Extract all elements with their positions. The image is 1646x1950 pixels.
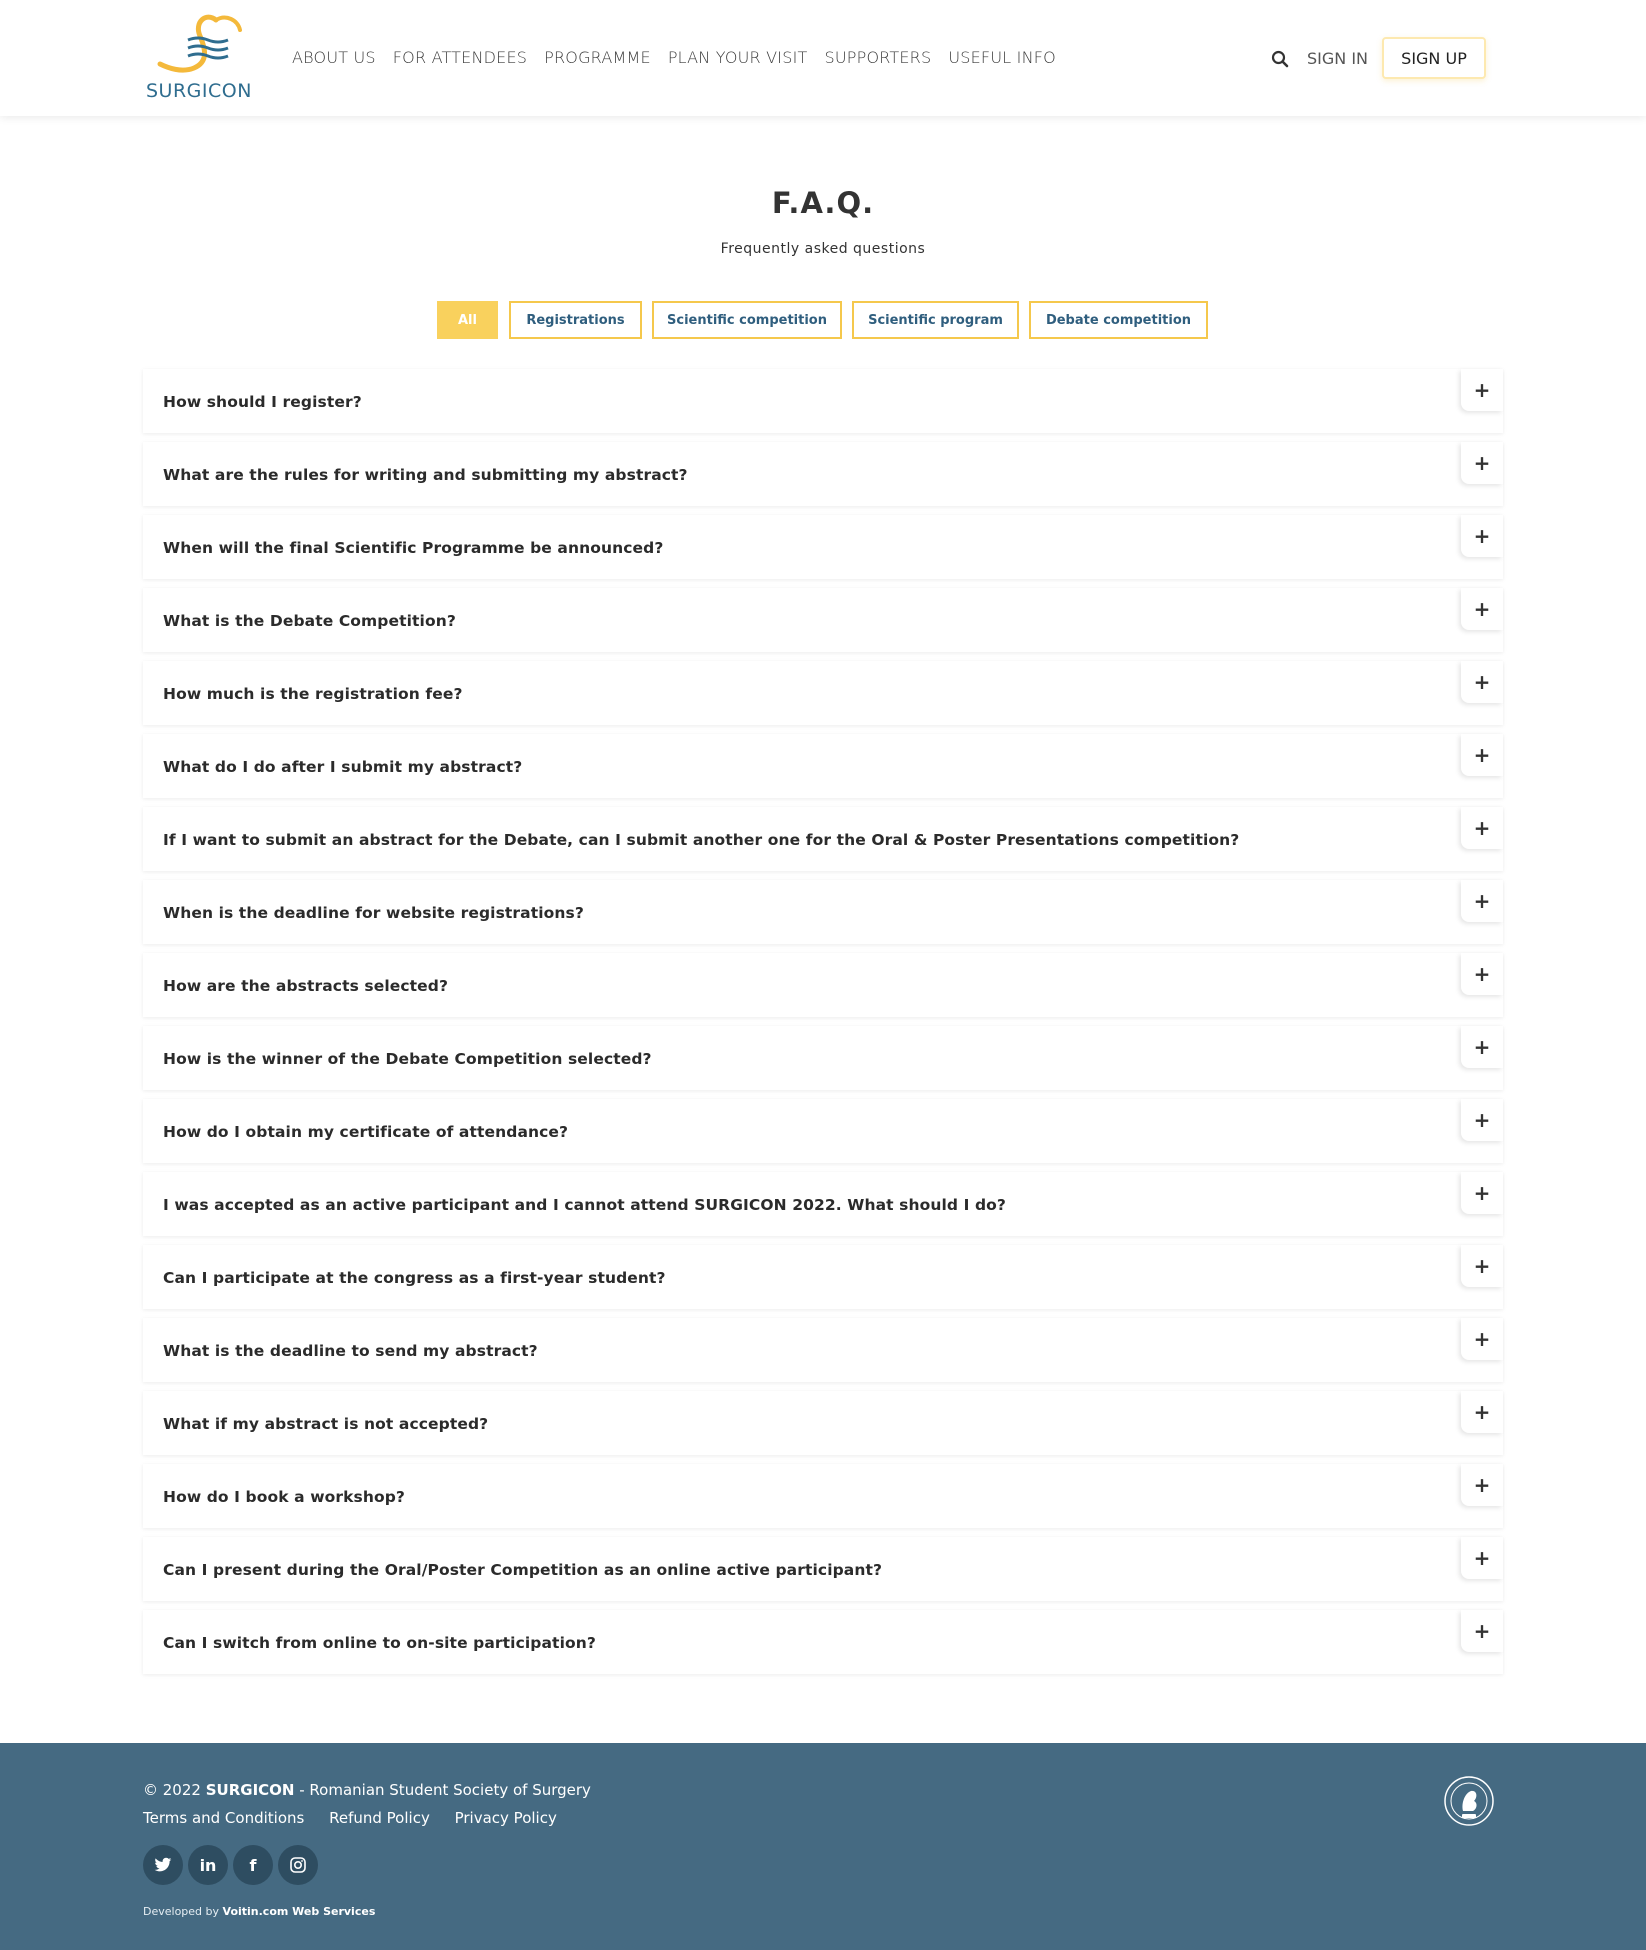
developer-link[interactable]: Voitin.com Web Services bbox=[222, 1905, 376, 1918]
faq-question: What is the Debate Competition? bbox=[163, 612, 456, 630]
facebook-glyph: f bbox=[249, 1855, 257, 1875]
faq-question: When will the final Scientific Programme be announced? bbox=[163, 539, 664, 557]
faq-item[interactable] bbox=[143, 734, 1503, 798]
linkedin-icon[interactable] bbox=[188, 1845, 228, 1885]
expand-plus-icon[interactable]: + bbox=[1461, 1391, 1503, 1433]
terms-link[interactable]: Terms and Conditions bbox=[143, 1809, 305, 1827]
expand-plus-icon[interactable]: + bbox=[1461, 1537, 1503, 1579]
expand-plus-icon[interactable]: + bbox=[1461, 442, 1503, 484]
expand-plus-icon[interactable]: + bbox=[1461, 515, 1503, 557]
faq-item[interactable] bbox=[143, 588, 1503, 652]
expand-plus-icon[interactable]: + bbox=[1461, 661, 1503, 703]
faq-question: What are the rules for writing and submitting my abstract? bbox=[163, 466, 688, 484]
faq-item[interactable] bbox=[143, 1026, 1503, 1090]
filter-debate-competition[interactable]: Debate competition bbox=[1029, 301, 1208, 339]
faq-item[interactable] bbox=[143, 1318, 1503, 1382]
social-links bbox=[143, 1845, 318, 1885]
site-header bbox=[0, 0, 1646, 116]
faq-item[interactable] bbox=[143, 661, 1503, 725]
faq-question: How are the abstracts selected? bbox=[163, 977, 449, 995]
faq-filter-bar bbox=[0, 301, 1646, 339]
faq-question: Can I switch from online to on-site participation? bbox=[163, 1634, 596, 1652]
nav-about-us[interactable]: ABOUT US bbox=[292, 48, 376, 67]
linkedin-glyph: in bbox=[199, 1855, 217, 1875]
privacy-policy-link[interactable]: Privacy Policy bbox=[454, 1809, 557, 1827]
faq-item[interactable] bbox=[143, 1537, 1503, 1601]
page-subtitle: Frequently asked questions bbox=[720, 241, 926, 257]
expand-plus-icon[interactable]: + bbox=[1461, 588, 1503, 630]
society-seal-icon bbox=[1443, 1775, 1495, 1827]
faq-question: How is the winner of the Debate Competition selected? bbox=[163, 1050, 652, 1068]
nav-plan-your-visit[interactable]: PLAN YOUR VISIT bbox=[667, 48, 808, 67]
page-title: F.A.Q. bbox=[771, 186, 875, 220]
faq-item[interactable] bbox=[143, 807, 1503, 871]
refund-policy-link[interactable]: Refund Policy bbox=[329, 1809, 430, 1827]
sign-up-button[interactable]: SIGN UP bbox=[1382, 37, 1486, 79]
faq-question: How should I register? bbox=[163, 393, 362, 411]
search-icon[interactable] bbox=[1271, 50, 1289, 68]
expand-plus-icon[interactable]: + bbox=[1461, 1099, 1503, 1141]
nav-for-attendees[interactable]: FOR ATTENDEES bbox=[392, 48, 528, 67]
faq-item[interactable] bbox=[143, 1172, 1503, 1236]
expand-plus-icon[interactable]: + bbox=[1461, 1610, 1503, 1652]
expand-plus-icon[interactable]: + bbox=[1461, 880, 1503, 922]
surgicon-logo[interactable] bbox=[146, 14, 256, 102]
filter-scientific-program[interactable]: Scientific program bbox=[852, 301, 1019, 339]
copyright-brand: SURGICON bbox=[205, 1781, 295, 1799]
filter-registrations[interactable]: Registrations bbox=[509, 301, 642, 339]
faq-item[interactable] bbox=[143, 442, 1503, 506]
faq-list bbox=[143, 369, 1503, 1683]
logo-text: SURGICON bbox=[146, 80, 252, 102]
faq-item[interactable] bbox=[143, 1391, 1503, 1455]
expand-plus-icon[interactable]: + bbox=[1461, 807, 1503, 849]
expand-plus-icon[interactable]: + bbox=[1461, 369, 1503, 411]
copyright-prefix: © 2022 bbox=[143, 1781, 206, 1799]
expand-plus-icon[interactable]: + bbox=[1461, 734, 1503, 776]
facebook-icon[interactable] bbox=[233, 1845, 273, 1885]
faq-question: How do I book a workshop? bbox=[163, 1488, 406, 1506]
instagram-icon[interactable] bbox=[278, 1845, 318, 1885]
faq-item[interactable] bbox=[143, 953, 1503, 1017]
faq-item[interactable] bbox=[143, 515, 1503, 579]
faq-question: What if my abstract is not accepted? bbox=[163, 1415, 489, 1433]
faq-item[interactable] bbox=[143, 1610, 1503, 1674]
logo-mark-icon bbox=[154, 14, 250, 80]
nav-programme[interactable]: PROGRAMME bbox=[544, 48, 651, 67]
faq-question: How do I obtain my certificate of attendance? bbox=[163, 1123, 569, 1141]
sign-in-link[interactable]: SIGN IN bbox=[1307, 49, 1369, 68]
twitter-icon[interactable] bbox=[143, 1845, 183, 1885]
faq-item[interactable] bbox=[143, 369, 1503, 433]
expand-plus-icon[interactable]: + bbox=[1461, 1172, 1503, 1214]
faq-item[interactable] bbox=[143, 880, 1503, 944]
expand-plus-icon[interactable]: + bbox=[1461, 1464, 1503, 1506]
copyright-suffix: - Romanian Student Society of Surgery bbox=[294, 1781, 591, 1799]
faq-question: If I want to submit an abstract for the Debate, can I submit another one for the Oral & Poster Presentations competition? bbox=[163, 831, 1240, 849]
faq-question: How much is the registration fee? bbox=[163, 685, 463, 703]
expand-plus-icon[interactable]: + bbox=[1461, 1245, 1503, 1287]
faq-question: Can I present during the Oral/Poster Competition as an online active participant? bbox=[163, 1561, 883, 1579]
copyright bbox=[143, 1781, 591, 1799]
filter-scientific-competition[interactable]: Scientific competition bbox=[652, 301, 842, 339]
faq-question: Can I participate at the congress as a first-year student? bbox=[163, 1269, 666, 1287]
expand-plus-icon[interactable]: + bbox=[1461, 1318, 1503, 1360]
developer-credit bbox=[143, 1905, 375, 1918]
faq-question: What is the deadline to send my abstract? bbox=[163, 1342, 538, 1360]
faq-item[interactable] bbox=[143, 1245, 1503, 1309]
site-footer bbox=[0, 1743, 1646, 1950]
expand-plus-icon[interactable]: + bbox=[1461, 1026, 1503, 1068]
faq-item[interactable] bbox=[143, 1464, 1503, 1528]
filter-all[interactable]: All bbox=[437, 301, 498, 339]
nav-useful-info[interactable]: USEFUL INFO bbox=[948, 48, 1056, 67]
nav-supporters[interactable]: SUPPORTERS bbox=[824, 48, 932, 67]
expand-plus-icon[interactable]: + bbox=[1461, 953, 1503, 995]
faq-question: When is the deadline for website registrations? bbox=[163, 904, 584, 922]
footer-links bbox=[143, 1809, 577, 1827]
main-nav bbox=[292, 48, 1073, 67]
faq-question: I was accepted as an active participant and I cannot attend SURGICON 2022. What should I do? bbox=[163, 1196, 1006, 1214]
faq-question: What do I do after I submit my abstract? bbox=[163, 758, 523, 776]
faq-item[interactable] bbox=[143, 1099, 1503, 1163]
developer-prefix: Developed by bbox=[143, 1905, 223, 1918]
